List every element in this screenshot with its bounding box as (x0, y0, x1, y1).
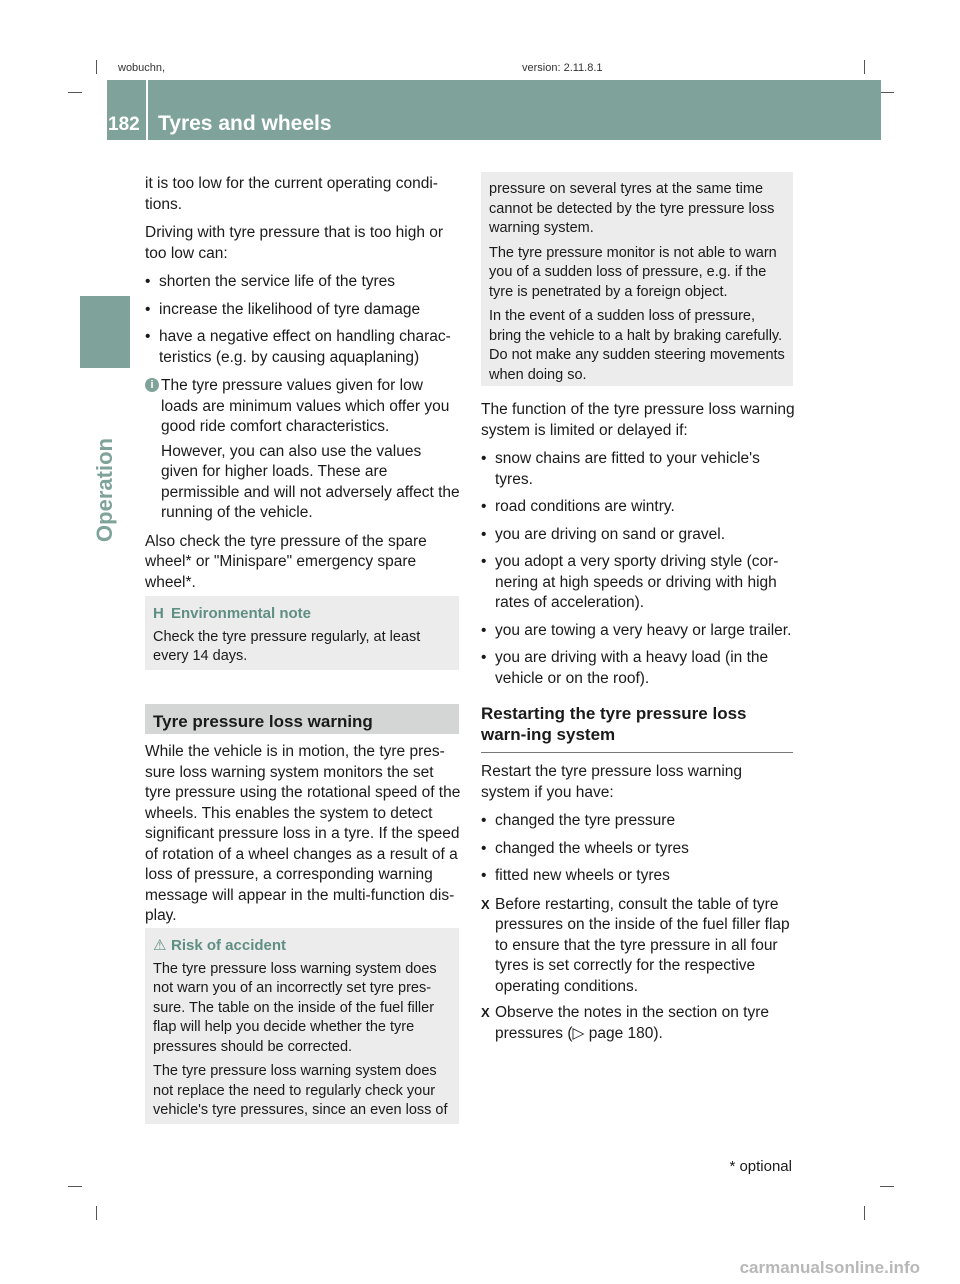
step-item: X Observe the notes in the section on tyre pressures (▷ page 180). (481, 1003, 795, 1044)
header-separator (146, 80, 148, 140)
list-item: • have a negative effect on handling charac-teristics (e.g. by causing aquaplaning) (145, 327, 461, 368)
bullet-list (481, 811, 795, 887)
bullet-list (481, 449, 795, 689)
subheading: Restarting the tyre pressure loss warn-ing system (481, 704, 747, 744)
warning-continuation-box (481, 172, 793, 386)
footer-note: * optional (729, 1158, 792, 1175)
page-number: 182 (108, 114, 140, 135)
list-item: • increase the likelihood of tyre damage (145, 300, 461, 321)
section-heading: Tyre pressure loss warning (145, 704, 459, 734)
env-note-text: Check the tyre pressure regularly, at least every 14 days. (153, 628, 421, 664)
box-text: The tyre pressure monitor is not able to warn you of a sudden loss of pressure, e.g. if the tyre is penetrated by a foreign object. (489, 244, 777, 300)
list-item: • road conditions are wintry. (481, 497, 795, 518)
crop-mark (96, 60, 97, 74)
chapter-title: Tyres and wheels (158, 112, 332, 135)
leaf-icon: H (153, 605, 164, 622)
paragraph: Restart the tyre pressure loss warning system if you have: (481, 763, 743, 801)
list-item: • snow chains are fitted to your vehicle's tyres. (481, 449, 795, 490)
paragraph: Also check the tyre pressure of the spare wheel* or "Minispare" emergency spare wheel*. (145, 532, 427, 591)
print-info-right: version: 2.11.8.1 (522, 62, 603, 74)
step-item: X Before restarting, consult the table of tyre pressures on the inside of the fuel filler flap to ensure that the tyre pressure in all four tyres is set correctly for the respective operating conditions. (481, 895, 795, 998)
risk-text: The tyre pressure loss warning system does not warn you of an incorrectly set tyre pres-sure. The table on the inside of the fuel filler flap will help you decide whether the tyre pressures should be corrected. (153, 960, 437, 1055)
info-text: However, you can also use the values given for higher loads. These are permissible and will not adversely affect the running of the vehicle. (161, 442, 460, 521)
list-item: • changed the tyre pressure (481, 811, 795, 832)
list-item: • fitted new wheels or tyres (481, 866, 795, 887)
right-column (481, 400, 795, 745)
info-icon: i (145, 378, 159, 392)
list-item: • you are driving with a heavy load (in the vehicle or on the roof). (481, 648, 795, 689)
list-item: • you are towing a very heavy or large trailer. (481, 621, 795, 642)
crop-mark (68, 92, 82, 93)
box-text: In the event of a sudden loss of pressure, bring the vehicle to a halt by braking carefully. Do not make any sudden steering movements when doing so. (489, 308, 785, 383)
list-item: • shorten the service life of the tyres (145, 272, 461, 293)
bullet-list (145, 272, 461, 368)
risk-warning-box (145, 928, 459, 1124)
list-item: • you adopt a very sporty driving style (cor-nering at high speeds or driving with high rates of acceleration). (481, 552, 795, 614)
crop-mark (96, 1206, 97, 1220)
info-text: The tyre pressure values given for low loads are minimum values which offer you good ride comfort characteristics. (161, 377, 450, 435)
box-title (153, 936, 451, 956)
risk-text: The tyre pressure loss warning system does not replace the need to regularly check your vehicle's tyre pressures, since an even loss of (153, 1063, 448, 1118)
env-note-title: Environmental note (171, 605, 312, 622)
paragraph: The function of the tyre pressure loss warning system is limited or delayed if: (481, 401, 795, 439)
crop-mark (880, 92, 894, 93)
crop-mark (68, 1186, 82, 1187)
side-section-label: Operation (92, 438, 117, 542)
box-text: pressure on several tyres at the same time cannot be detected by the tyre pressure loss warning system. (489, 181, 775, 236)
crop-mark (864, 1206, 865, 1220)
crop-mark (864, 60, 865, 74)
paragraph: it is too low for the current operating condi-tions. (145, 175, 438, 213)
environmental-note-box (145, 596, 459, 670)
info-note (145, 376, 461, 524)
warning-icon: ⚠ (153, 937, 167, 954)
left-column (145, 174, 461, 601)
right-column-lower (481, 762, 795, 1050)
step-list (481, 895, 795, 1045)
watermark: carmanualsonline.info (739, 1258, 920, 1277)
crop-mark (880, 1186, 894, 1187)
list-item: • changed the wheels or tyres (481, 839, 795, 860)
print-info-left: wobuchn, (118, 62, 166, 74)
risk-title: Risk of accident (171, 937, 287, 954)
paragraph: Driving with tyre pressure that is too high or too low can: (145, 224, 444, 262)
section-body (145, 742, 461, 935)
side-tab (80, 296, 130, 368)
paragraph: While the vehicle is in motion, the tyre pres-sure loss warning system monitors the set tyre pressure using the rotational speed of the wheels. This enables the system to detect significant pressure loss in a tyre. If the speed of rotation of a wheel changes as a result of a loss of pressure, a corresponding warning message will appear in the multi-function dis-play. (145, 743, 461, 924)
list-item: • you are driving on sand or gravel. (481, 525, 795, 546)
heading-rule (481, 752, 793, 753)
box-title (153, 604, 451, 624)
